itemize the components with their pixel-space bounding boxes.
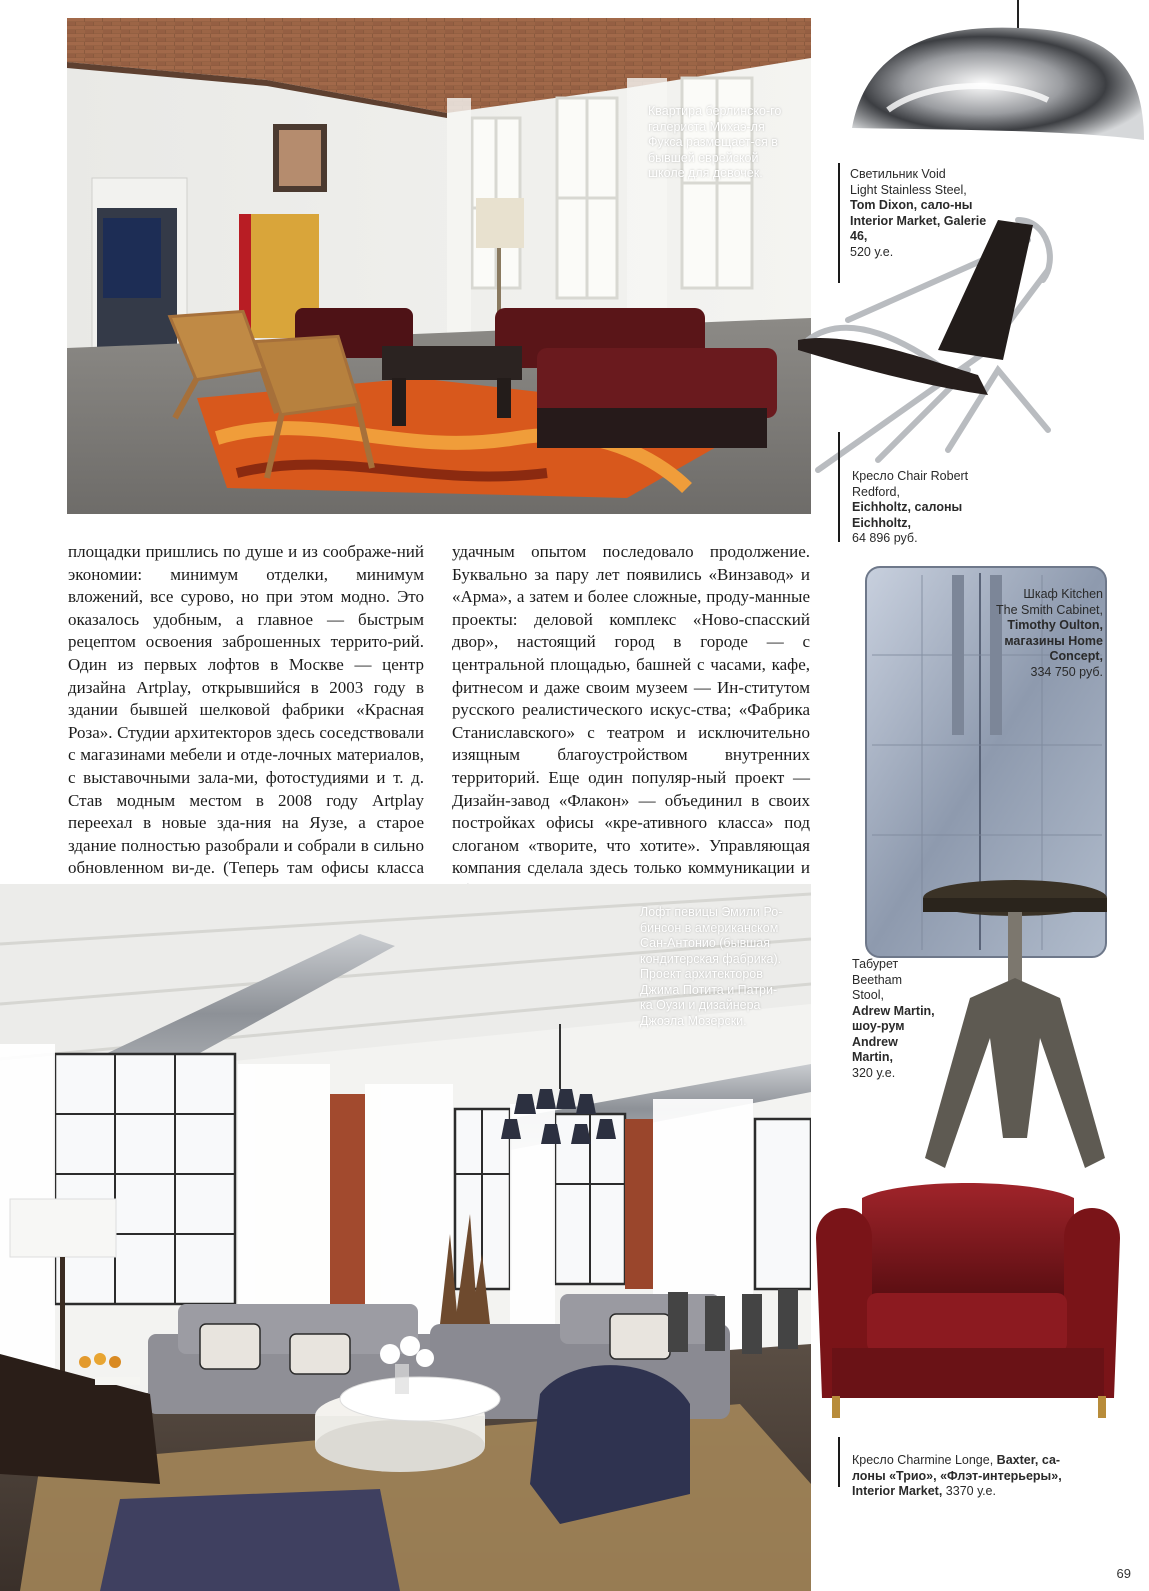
page-number: 69 (1116, 1566, 1131, 1581)
robert-redford-chair-image (788, 200, 1088, 490)
bottom-photo-caption: Лофт певицы Эмили Ро-бинсон в американском Сан-Антонио (бывшая кондитерская фабрика). Проект архитекторов Джима Потита и Патри-ка Оузи и дизайнера Джоэла Мозерски. (640, 905, 783, 1028)
top-photo-caption: Квартира берлинско-го галериста Михаэ-ля Фукса размещает-ся в бывшей еврейской школе для девочек. (648, 104, 782, 180)
chair-caption-rule (838, 432, 840, 542)
lamp-brand: Tom Dixon, сало-ны Interior Market, Galerie 46, (850, 198, 987, 243)
stool-name-line2: Stool, (852, 988, 884, 1002)
stool-price: 320 у.е. (852, 1065, 896, 1080)
top-interior-photo (67, 18, 811, 514)
armchair-caption-rule (838, 1437, 840, 1487)
stool-brand: Adrew Martin, шоу-рум Andrew Martin, (852, 1003, 935, 1064)
cabinet-caption (993, 587, 1103, 680)
beetham-stool-image (915, 878, 1125, 1178)
cabinet-price: 334 750 руб. (1030, 664, 1103, 679)
armchair-caption (852, 1453, 1082, 1500)
chair-price: 64 896 руб. (852, 531, 918, 545)
armchair-price: 3370 у.е. (945, 1484, 996, 1498)
article-column-right: удачным опытом последовало продолжение. Буквально за пару лет появились «Винзавод» и «Арма», а затем и более сложные, проду-манные проекты: деловой комплекс «Ново-спасский двор», настоящий город в городе — с центральной площадью, башней с часами, кафе, фитнесом и даже своим музеем — Ин-ститутом русского реалистического искус-ства; «Фабрика Станиславского» с театром и исключительно изящным благоустройством внутренних территорий. Еще один популяр-ный проект — Дизайн-завод «Флакон» — объединил в своих постройках офисы «кре-ативного класса» под слоганом «творите, что хотите». Управляющая компания сделала здесь только коммуникации и (452, 542, 810, 878)
chair-caption (852, 469, 982, 547)
article-column-left: площадки пришлись по душе и из соображе-ний экономии: минимум отделки, минимум вложений, все сурово, но при этом модно. Это оказалось удобным, а главное — быстрым рецептом освоения заброшенных террито-рий. Один из первых лофтов в Москве — центр дизайна Artplay, открывшийся в 2003 году в здании бывшей шелковой фабрики «Красная Роза». Студии архитекторов здесь соседствовали с магазинами мебели и отде-лочных материалов, с выставочными зала-ми, фотостудиями и т. д. Став модным местом в 2008 году Artplay переехал в новые зда-ния на Яузе, а старое здание полностью разобрали и собрали в сильно обновленном ви-де. (Теперь там офисы класса (68, 542, 424, 878)
lamp-name-line1: Светильник Void (850, 167, 946, 181)
chair-name-line2: Redford, (852, 484, 900, 499)
bottom-interior-photo (0, 884, 811, 1591)
stool-caption (852, 957, 942, 1081)
cabinet-name-line1: Шкаф Kitchen (1023, 587, 1103, 601)
chair-brand: Eichholtz, салоны Eichholtz, (852, 500, 963, 530)
chair-name-line1: Кресло Chair Robert (852, 469, 969, 483)
stool-name-line1: Табурет Beetham (852, 957, 903, 987)
charmine-armchair-image (812, 1178, 1124, 1438)
armchair-name: Кресло Charmine Longe, (852, 1453, 994, 1467)
lamp-name-line2: Light Stainless Steel, (850, 182, 967, 197)
cabinet-name-line2: The Smith Cabinet, (996, 602, 1103, 617)
armchair-brand: Baxter, са-лоны «Трио», «Флэт-интерьеры», Interior Market, (852, 1453, 1062, 1498)
lamp-price: 520 у.е. (850, 244, 894, 259)
berlin-apartment-illustration (67, 18, 811, 514)
cabinet-brand: Timothy Oulton, магазины Home Concept, (1004, 618, 1103, 663)
void-light-lamp-image (848, 0, 1148, 150)
